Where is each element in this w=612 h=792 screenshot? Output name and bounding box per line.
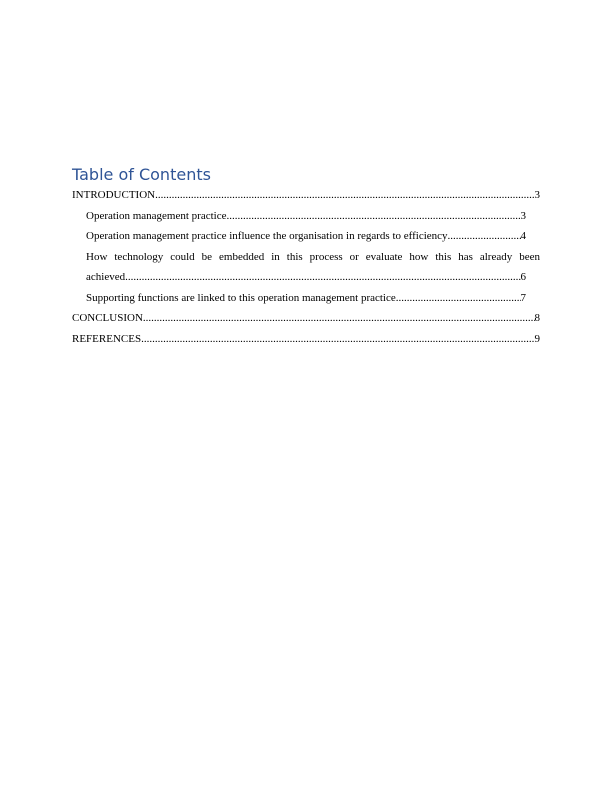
toc-page-number: 9 — [534, 332, 540, 345]
toc-page-number: 3 — [534, 189, 540, 201]
toc-entry-label-line2: achieved — [86, 271, 126, 283]
toc-page-number: 7 — [520, 291, 526, 304]
toc-leader-dots — [143, 308, 535, 329]
toc-leader-dots — [227, 206, 521, 227]
toc-page-number: 3 — [520, 209, 526, 222]
toc-leader-dots — [396, 288, 521, 309]
toc-entry-influence-efficiency[interactable] — [72, 226, 540, 247]
toc-entry-supporting-functions[interactable] — [72, 288, 540, 309]
toc-leader-dots — [448, 226, 521, 247]
toc-leader-dots — [155, 185, 534, 206]
toc-entry-conclusion[interactable] — [72, 308, 540, 329]
toc-entry-label: Operation management practice influence the organisation in regards to efficiency — [86, 230, 448, 242]
toc-page-number: 8 — [534, 312, 540, 324]
toc-entry-references[interactable] — [72, 329, 540, 350]
toc-entry-technology-embedded[interactable] — [72, 247, 540, 288]
toc-entry-introduction[interactable] — [72, 185, 540, 206]
toc-page-number: 4 — [520, 230, 526, 242]
toc-entry-label: Supporting functions are linked to this operation management practice — [86, 291, 396, 304]
toc-page-number: 6 — [520, 271, 526, 283]
toc-entry-operation-management-practice[interactable] — [72, 206, 540, 227]
toc-entry-label: CONCLUSION — [72, 312, 143, 324]
toc-leader-dots — [141, 329, 534, 350]
toc-entry-label: Operation management practice — [86, 209, 227, 222]
toc-entry-label: INTRODUCTION — [72, 189, 156, 201]
table-of-contents — [72, 165, 540, 349]
toc-leader-dots — [125, 267, 520, 288]
toc-entry-label: REFERENCES — [72, 332, 142, 345]
toc-title: Table of Contents — [72, 165, 211, 184]
toc-entry-label-line1: How technology could be embedded in this process or evaluate how this has already been — [86, 250, 540, 263]
